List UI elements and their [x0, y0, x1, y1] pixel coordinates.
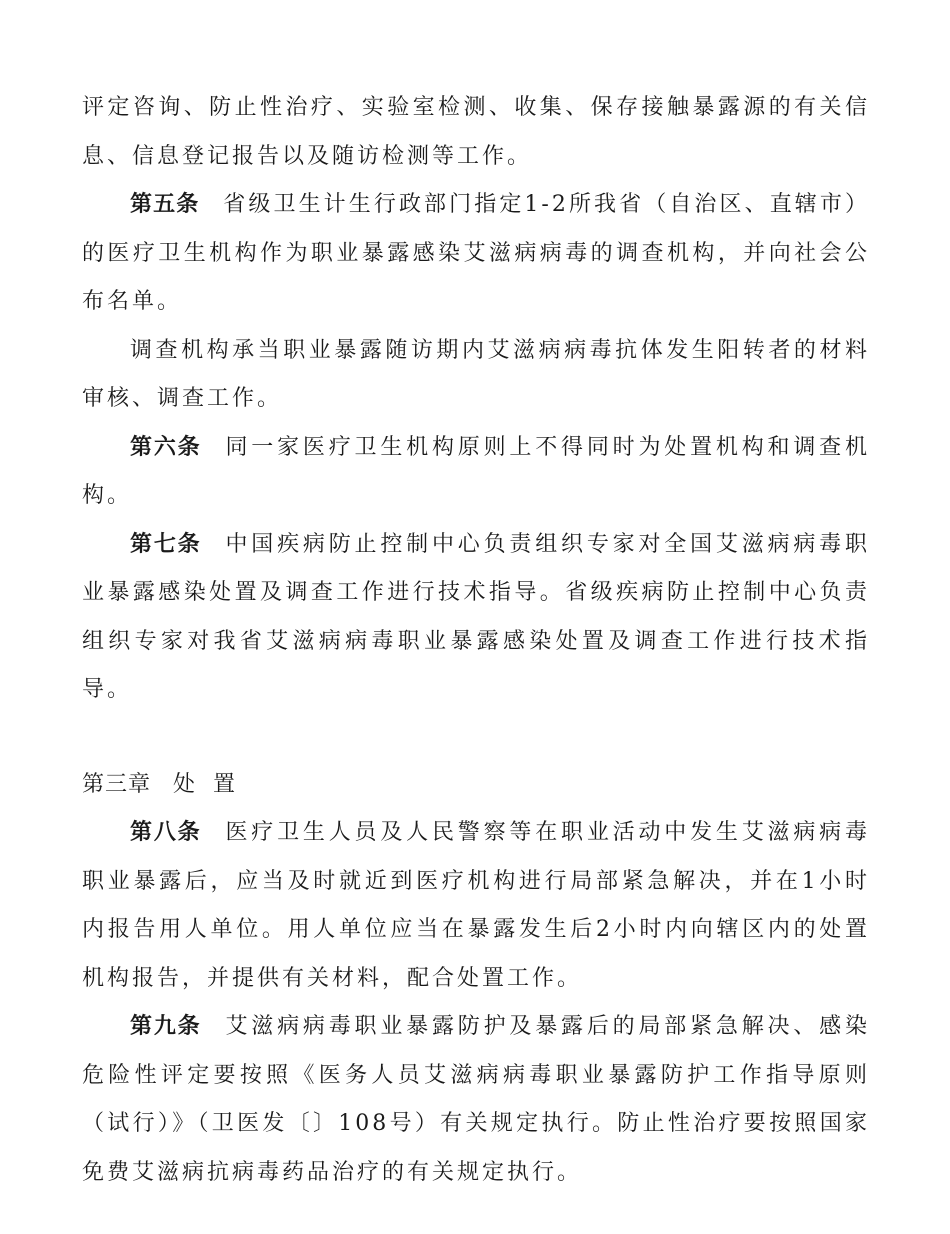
article-7: [82, 521, 870, 715]
article-label: 第五条: [130, 192, 200, 217]
article-9: [82, 1003, 870, 1197]
article-8: [82, 809, 870, 1003]
article-text: 省级卫生计生行政部门指定1-2所我省（自治区、直辖市）的医疗卫生机构作为职业暴露感染艾滋病病毒的调查机构，并向社会公布名单。: [82, 192, 870, 314]
article-label: 第九条: [130, 1014, 202, 1039]
paragraph-investigation: [82, 327, 870, 424]
article-label: 第八条: [130, 820, 202, 845]
article-5: [82, 181, 870, 327]
article-text: 医疗卫生人员及人民警察等在职业活动中发生艾滋病病毒职业暴露后，应当及时就近到医疗机构进行局部紧急解决，并在1小时内报告用人单位。用人单位应当在暴露发生后2小时内向辖区内的处置机构报告，并提供有关材料，配合处置工作。: [82, 820, 870, 991]
article-text: 艾滋病病毒职业暴露防护及暴露后的局部紧急解决、感染危险性评定要按照《医务人员艾滋病病毒职业暴露防护工作指导原则（试行）》（卫医发〔〕108号）有关规定执行。防止性治疗要按照国家免费艾滋病抗病毒药品治疗的有关规定执行。: [82, 1014, 870, 1185]
article-label: 第六条: [130, 434, 202, 460]
paragraph-text: 调查机构承当职业暴露随访期内艾滋病病毒抗体发生阳转者的材料审核、调查工作。: [82, 337, 870, 411]
chapter-heading: [82, 761, 870, 810]
chapter-title: 处置: [173, 771, 254, 797]
chapter-number: 第三章: [82, 771, 152, 797]
article-label: 第七条: [130, 531, 202, 557]
paragraph-continuation: [82, 84, 870, 181]
article-text: 中国疾病防止控制中心负责组织专家对全国艾滋病病毒职业暴露感染处置及调查工作进行技术指导。省级疾病防止控制中心负责组织专家对我省艾滋病病毒职业暴露感染处置及调查工作进行技术指导。: [82, 531, 870, 702]
article-6: [82, 424, 870, 521]
document-page: [82, 84, 870, 1197]
paragraph-text: 评定咨询、防止性治疗、实验室检测、收集、保存接触暴露源的有关信息、信息登记报告以及随访检测等工作。: [82, 95, 870, 169]
article-text: 同一家医疗卫生机构原则上不得同时为处置机构和调查机构。: [82, 434, 870, 508]
